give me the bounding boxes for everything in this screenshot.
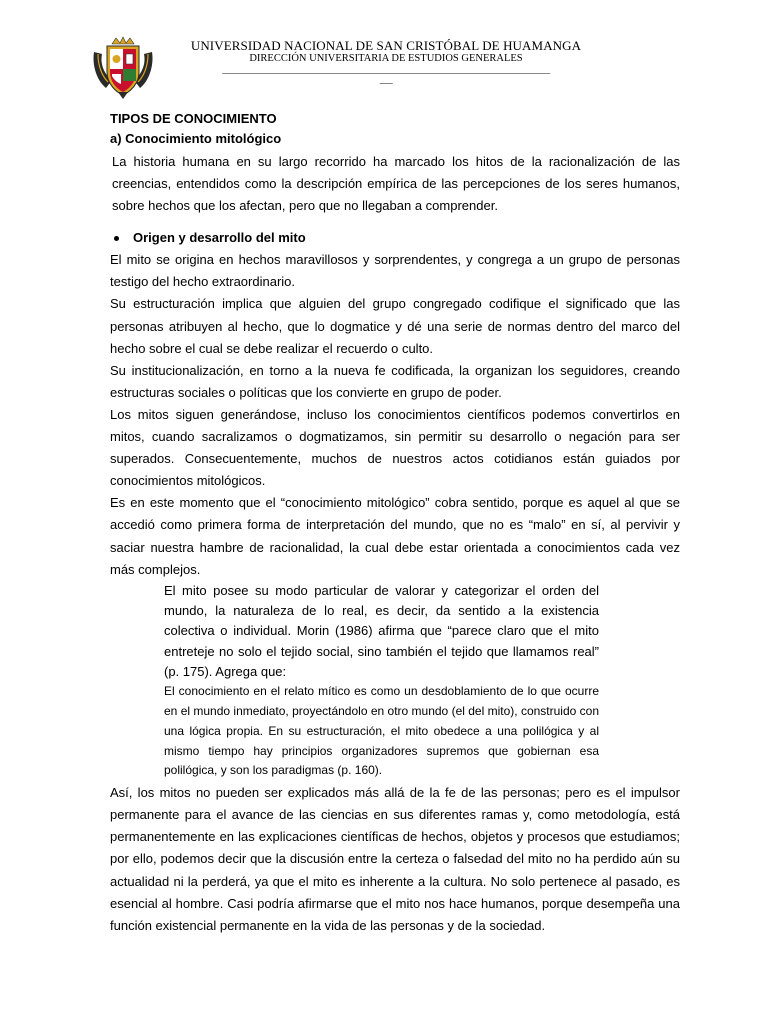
section-title: TIPOS DE CONOCIMIENTO <box>110 111 277 126</box>
paragraph: El mito se origina en hechos maravillosos y sorprendentes, y congrega a un grupo de personas testigo del hecho extraordinario. <box>110 252 680 290</box>
bullet-heading <box>110 227 680 249</box>
nested-block-quote: El conocimiento en el relato mítico es como un desdoblamiento de lo que ocurre en el mundo inmediato, proyectándolo en otro mundo (el del mito), construido con una lógica propia. En su estructuración, el mito obedece a una polilógica y al mismo tiempo hay principios organizadores supremos que gobiernan esa polilógica, y son los paradigmas (p. 160). <box>164 684 599 778</box>
paragraph: Los mitos siguen generándose, incluso los conocimientos científicos podemos convertirlos en mitos, cuando sacralizamos o dogmatizamos, sin permitir su desarrollo o negación para ser superados. Consecuentemente, muchos de nuestros actos cotidianos están guiados por conocimientos mitológicos. <box>110 406 680 489</box>
intro-paragraph: La historia humana en su largo recorrido ha marcado los hitos de la racionalización de las creencias, entendidos como la descripción empírica de las percepciones de los seres humanos, sobre hechos que los afectan, pero que no llegaban a comprender. <box>112 154 680 214</box>
bullet-icon <box>114 236 119 241</box>
university-name: UNIVERSIDAD NACIONAL DE SAN CRISTÓBAL DE HUAMANGA <box>190 38 582 53</box>
header-rule: ______________________________________________________________________________ <box>222 65 550 75</box>
document-header <box>176 38 596 85</box>
paragraph: Su institucionalización, en torno a la nueva fe codificada, la organizan los seguidores, creando estructuras sociales o políticas que los convierte en grupo de poder. <box>110 362 680 400</box>
department-name: DIRECCIÓN UNIVERSITARIA DE ESTUDIOS GENERALES <box>249 53 523 64</box>
bullet-heading-text: Origen y desarrollo del mito <box>133 230 306 246</box>
university-crest-logo <box>90 34 156 100</box>
block-quote: El mito posee su modo particular de valorar y categorizar el orden del mundo, la naturaleza de lo real, es decir, da sentido a la existencia colectiva o individual. Morin (1986) afirma que “parece claro que el mito entreteje no solo el tejido social, sino también el tejido que llamamos real” (p. 175). Agrega que: <box>164 582 599 679</box>
subsection-heading: a) Conocimiento mitológico <box>110 131 282 146</box>
document-body <box>110 109 680 937</box>
paragraph: Es en este momento que el “conocimiento mitológico” cobra sentido, porque es aquel al que se accedió como primera forma de interpretación del mundo, que no es “malo” en sí, al pervivir y saciar nuestra hambre de racionalidad, la cual debe estar orientada a conocimientos cada vez más complejos. <box>110 495 680 577</box>
header-rule-short: ___ <box>379 75 393 85</box>
paragraph: Su estructuración implica que alguien del grupo congregado codifique el significado que las personas atribuyen al hecho, que lo dogmatice y dé una serie de normas dentro del marco del hecho sobre el cual se debe realizar el recuerdo o culto. <box>110 296 680 356</box>
closing-paragraph: Así, los mitos no pueden ser explicados más allá de la fe de las personas; pero es el impulsor permanente para el avance de las ciencias en sus diferentes ramas y, como metodología, está permanentemente en las explicaciones científicas de hechos, objetos y procesos que estudiamos; por ello, podemos decir que la discusión entre la certeza o falsedad del mito no ha perdido aún su actualidad ni la perderá, ya que el mito es inherente a la cultura. No solo pertenece al pasado, es esencial al hombre. Casi podría afirmarse que el mito nos hace humanos, porque desempeña una función existencial permanente en la vida de las personas y de la sociedad. <box>110 785 680 933</box>
